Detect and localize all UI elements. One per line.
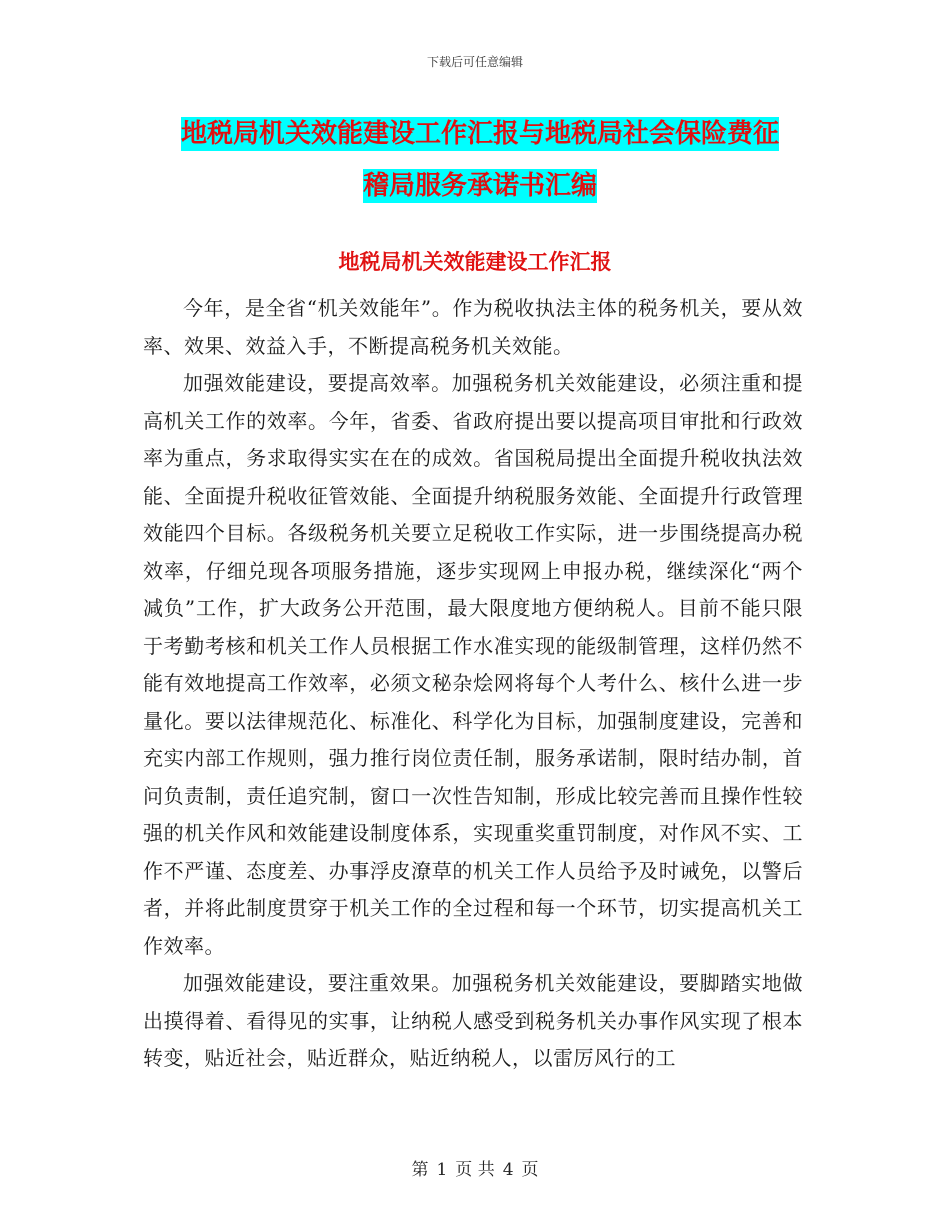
paragraph: 加强效能建设，要注重效果。加强税务机关效能建设，要脚踏实地做出摸得着、看得见的实事，让纳税人感受到税务机关办事作风实现了根本转变，贴近社会，贴近群众，贴近纳税人，以雷厉风行的工 — [143, 971, 803, 1070]
body-text — [143, 290, 803, 1078]
page-footer — [0, 1155, 950, 1180]
footer-middle: 页 共 — [455, 1160, 495, 1180]
page-number: 1 — [436, 1160, 448, 1180]
header-note: 下载后可任意编辑 — [426, 55, 523, 69]
paragraph: 今年，是全省“机关效能年”。作为税收执法主体的税务机关，要从效率、效果、效益入手，不断提高税务机关效能。 — [143, 296, 803, 358]
page-total: 4 — [502, 1160, 514, 1180]
footer-suffix: 页 — [521, 1160, 539, 1180]
footer-prefix: 第 — [411, 1160, 429, 1180]
paragraph: 加强效能建设，要提高效率。加强税务机关效能建设，必须注重和提高机关工作的效率。今年，省委、省政府提出要以提高项目审批和行政效率为重点，务求取得实实在在的成效。省国税局提出全面提升税收执法效能、全面提升税收征管效能、全面提升纳税服务效能、全面提升行政管理效能四个目标。各级税务机关要立足税收工作实际，进一步围绕提高办税效率，仔细兑现各项服务措施，逐步实现网上申报办税，继续深化“两个减负”工作，扩大政务公开范围，最大限度地方便纳税人。目前不能只限于考勤考核和机关工作人员根据工作水准实现的能级制管理，这样仍然不能有效地提高工作效率，必须文秘杂烩网将每个人考什么、核什么进一步量化。要以法律规范化、标准化、科学化为目标，加强制度建设，完善和充实内部工作规则，强力推行岗位责任制，服务承诺制，限时结办制，首问负责制，责任追究制，窗口一次性告知制，形成比较完善而且操作性较强的机关作风和效能建设制度体系，实现重奖重罚制度，对作风不实、工作不严谨、态度差、办事浮皮潦草的机关工作人员给予及时诫免，以警后者，并将此制度贯穿于机关工作的全过程和每一个环节，切实提高机关工作效率。 — [143, 371, 803, 958]
document-title-line-1: 地税局机关效能建设工作汇报与地税局社会保险费征 — [180, 119, 779, 149]
document-title-line-2: 稽局服务承诺书汇编 — [362, 171, 597, 201]
document-title — [140, 108, 820, 212]
section-title: 地税局机关效能建设工作汇报 — [338, 250, 612, 274]
